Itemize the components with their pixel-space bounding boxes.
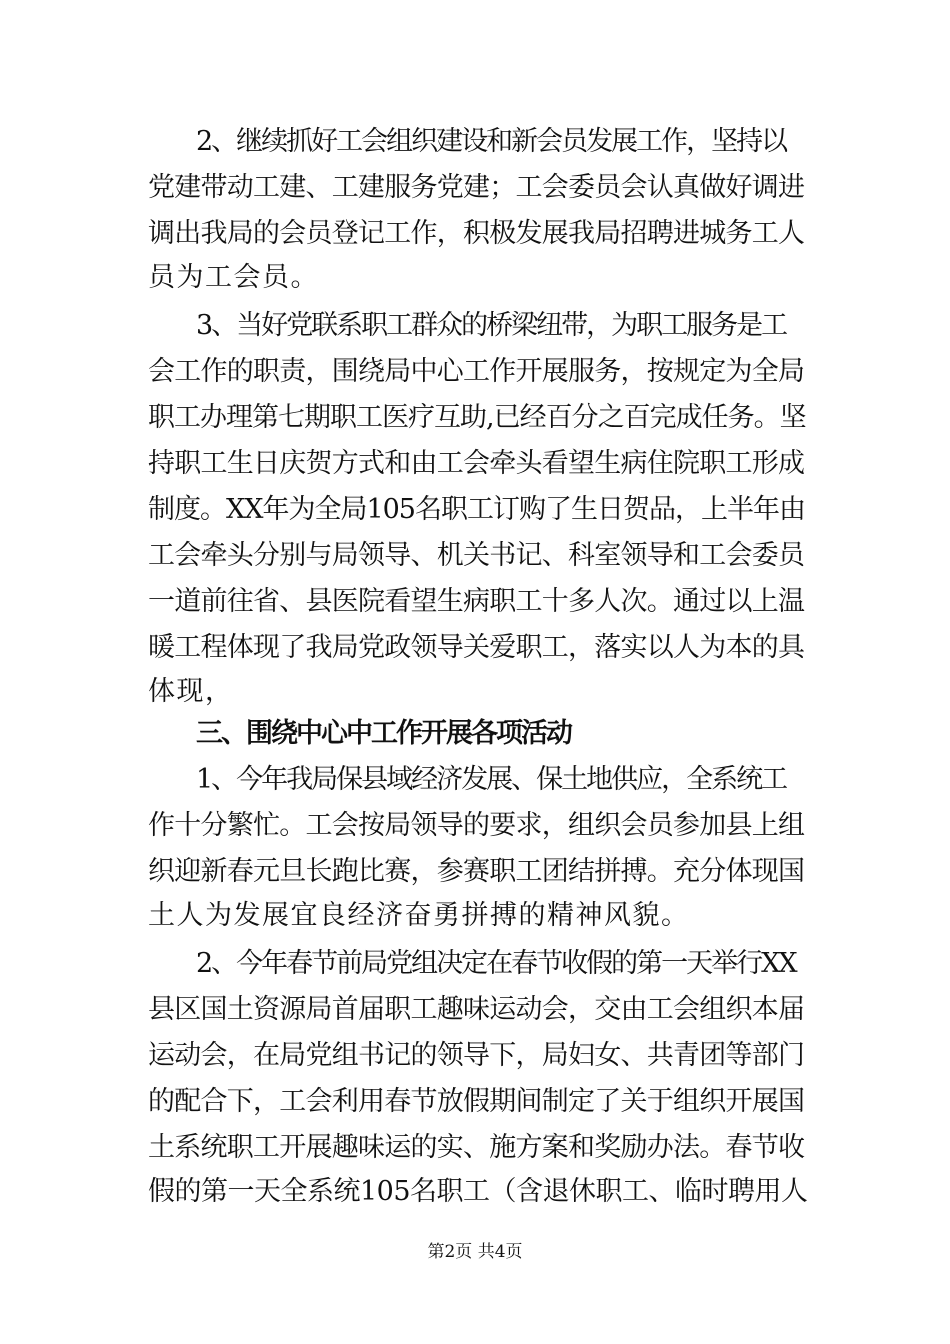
paragraph-line: 会工作的职责，围绕局中心工作开展服务，按规定为全局: [148, 356, 805, 387]
page-number-footer: 第2页 共4页: [427, 1242, 523, 1262]
paragraph-line: 3、当好党联系职工群众的桥梁纽带，为职工服务是工: [196, 310, 787, 341]
paragraph-line: 职工办理第七期职工医疗互助,已经百分之百完成任务。坚: [148, 402, 806, 433]
paragraph-line: 土系统职工开展趣味运的实、施方案和奖励办法。春节收: [148, 1132, 805, 1163]
paragraph-line: 的配合下，工会利用春节放假期间制定了关于组织开展国: [148, 1086, 805, 1117]
paragraph-line: 运动会，在局党组书记的领导下，局妇女、共青团等部门: [148, 1040, 805, 1071]
paragraph-line: 制度。XX年为全局105名职工订购了生日贺品，上半年由: [148, 494, 805, 525]
paragraph-line: 织迎新春元旦长跑比赛，参赛职工团结拼搏。充分体现国: [148, 856, 805, 887]
paragraph-line: 党建带动工建、工建服务党建；工会委员会认真做好调进: [148, 172, 805, 203]
paragraph-line: 员为工会员。: [148, 262, 319, 293]
paragraph-line: 体现，: [148, 676, 234, 707]
paragraph-line: 调出我局的会员登记工作，积极发展我局招聘进城务工人: [148, 218, 805, 249]
paragraph-line: 一道前往省、县医院看望生病职工十多人次。通过以上温: [148, 586, 805, 617]
paragraph-line: 土人为发展宜良经济奋勇拼搏的精神风貌。: [148, 900, 690, 931]
paragraph-line: 假的第一天全系统105名职工（含退休职工、临时聘用人: [148, 1176, 808, 1207]
paragraph-line: 1、今年我局保县域经济发展、保土地供应，全系统工: [196, 764, 787, 795]
paragraph-line: 持职工生日庆贺方式和由工会牵头看望生病住院职工形成: [148, 448, 805, 479]
paragraph-line: 2、继续抓好工会组织建设和新会员发展工作，坚持以: [196, 126, 787, 157]
paragraph-line: 2、今年春节前局党组决定在春节收假的第一天举行XX: [196, 948, 796, 979]
paragraph-line: 作十分繁忙。工会按局领导的要求，组织会员参加县上组: [148, 810, 805, 841]
paragraph-line: 暖工程体现了我局党政领导关爱职工，落实以人为本的具: [148, 632, 805, 663]
paragraph-line: 工会牵头分别与局领导、机关书记、科室领导和工会委员: [148, 540, 805, 571]
section-heading: 三、围绕中心中工作开展各项活动: [196, 718, 571, 749]
paragraph-line: 县区国土资源局首届职工趣味运动会，交由工会组织本届: [148, 994, 805, 1025]
